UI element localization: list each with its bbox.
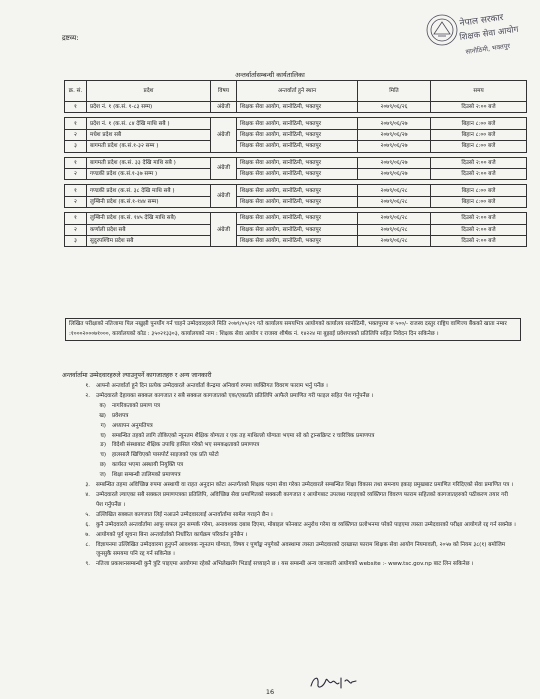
note-label: द्रष्टव्य: bbox=[62, 34, 79, 42]
header-time: समय bbox=[431, 81, 527, 102]
sub-item-text: प्रवेशपत्र bbox=[112, 412, 129, 419]
cell-time: दिउसो २:०० बजे bbox=[431, 224, 527, 235]
sub-item-text: शिक्षा सम्बन्धी तालिमको प्रमाणपत्र bbox=[112, 472, 181, 479]
sub-item-text: नागरिकताको प्रमाण पत्र bbox=[112, 402, 160, 409]
cell-sn: २ bbox=[65, 129, 87, 140]
sub-item-text: विदेशी संस्थाबाट शैक्षिक उपाधि हासिल गरेको भए समकक्षताको प्रमाणपत्र bbox=[112, 442, 260, 449]
item-number: ६. bbox=[85, 521, 90, 528]
header-venue: अन्तर्वार्ता हुने स्थान bbox=[237, 81, 358, 102]
cell-sn: १ bbox=[65, 118, 87, 129]
item-text: विज्ञापनमा उल्लिखित उम्मेदवारमा हुनुपर्ने आवश्यक न्यूनतम योग्यता, विषय र पूर्णाङ्क नपुगेको अवस्थामा त्यस्ता उम्मेदवारको दरखास्त फाराम शिक्षक सेवा आयोग नियमावली, २०५७ को नियम ३८(१) बमोजिम जुनसुकै समयमा पनि रद्द गर्न सकिनेछ । bbox=[96, 541, 506, 558]
table-row bbox=[65, 196, 527, 207]
recheck-notice-box: लिखित परीक्षाको नतिजामा पिल नखुझी पुनर्योग गर्न चाहने उम्मेदवारहरुले मिति २०७९/०५/२९ गते कार्यालय समयभित्र आयोगको कार्यालय सानोठिमी, भक्तपुरमा रु ५००/- राजस्व दस्तुर राष्ट्रिय वाणिज्य बैंकको खाता नम्बर :१०००२०००७१०००, कार्यालयको कोड : ३५०२१३३०३, कार्यालयको नाम : शिक्षक सेवा आयोग र राजस्व शीर्षक नं. १४२२४ मा बुझाई प्रवेशपत्रको प्रतिलिपि सहित निवेदन दिन सकिनेछ । bbox=[65, 318, 521, 341]
item-number: ५. bbox=[85, 511, 90, 518]
item-text: कुनै उम्मेदवारले अन्तर्वार्तामा आफू सफल हुन सम्पर्क गरेमा, अनावश्यक दबाब दिएमा, मोबाइल फोनबाट अनुरोध गरेमा वा व्यक्तिगत प्रलोभनमा परेको पाइएमा त्यस्ता उम्मेदवारको परीक्षा आयोगले रद्द गर्न सक्नेछ । bbox=[96, 521, 516, 528]
cell-subject: अंग्रेजी bbox=[211, 185, 237, 208]
item-number: १. bbox=[85, 383, 90, 389]
item-text: आफ्नो अन्तर्वार्ता हुने दिन प्रत्येक उम्मेदवारले अन्तर्वार्ता केन्द्रमा अनिवार्य रुपमा व्यक्तिगत विवरण फाराम भर्नु पर्नेछ । bbox=[96, 383, 328, 389]
table-row bbox=[65, 224, 527, 235]
list-item bbox=[64, 521, 516, 531]
cell-province: प्रदेश नं. १ (क.सं. ८४ देखि माथि सबै ) bbox=[87, 118, 211, 129]
table-row bbox=[65, 235, 527, 246]
cell-sn: १ bbox=[65, 213, 87, 224]
cell-venue: शिक्षक सेवा आयोग, सानोठिमी, भक्तपुर bbox=[237, 157, 358, 168]
cell-province: मधेश प्रदेश सबै bbox=[87, 129, 211, 140]
list-item bbox=[64, 560, 516, 570]
sub-list-item bbox=[64, 461, 516, 471]
sub-item-letter: ङ) bbox=[100, 442, 106, 449]
table-row bbox=[65, 141, 527, 152]
sub-list-item bbox=[64, 422, 516, 432]
sub-item-letter: ख) bbox=[99, 412, 106, 419]
sub-item-text: अध्यापन अनुमतिपत्र bbox=[112, 422, 153, 429]
sub-list-item bbox=[64, 471, 516, 481]
cell-date: २०७९/०६/२७ bbox=[358, 141, 431, 152]
sub-list-item bbox=[64, 441, 516, 451]
table-row bbox=[65, 185, 527, 196]
header-sn: क्र. सं. bbox=[65, 81, 87, 102]
cell-sn: १ bbox=[65, 157, 87, 168]
cell-date: २०७९/०६/२८ bbox=[358, 224, 431, 235]
cell-time: बिहान ८:०० बजे bbox=[431, 185, 527, 196]
sub-item-letter: ग) bbox=[100, 422, 106, 429]
cell-province: लुम्बिनी प्रदेश (क.सं. १४५ देखि माथि सबै) bbox=[87, 213, 211, 224]
cell-venue: शिक्षक सेवा आयोग, सानोठिमी, भक्तपुर bbox=[237, 213, 358, 224]
cell-venue: शिक्षक सेवा आयोग, सानोठिमी, भक्तपुर bbox=[237, 224, 358, 235]
cell-venue: शिक्षक सेवा आयोग, सानोठिमी, भक्तपुर bbox=[237, 102, 358, 113]
list-item bbox=[64, 541, 516, 561]
cell-date: २०७९/०६/२७ bbox=[358, 157, 431, 168]
cell-date: २०७९/०६/२६ bbox=[358, 102, 431, 113]
sub-list-item bbox=[64, 451, 516, 461]
cell-sn: ३ bbox=[65, 141, 87, 152]
cell-date: २०७९/०६/२७ bbox=[358, 168, 431, 179]
list-item bbox=[64, 531, 516, 541]
cell-time: दिउसो २:०० बजे bbox=[431, 168, 527, 179]
item-number: ४. bbox=[85, 491, 90, 498]
list-item bbox=[64, 491, 516, 511]
header-date: मिति bbox=[358, 81, 431, 102]
cell-date: २०७९/०६/२७ bbox=[358, 118, 431, 129]
cell-time: दिउसो २:०० बजे bbox=[431, 102, 527, 113]
cell-date: २०७९/०६/२८ bbox=[358, 185, 431, 196]
cell-province: सुदुरपश्चिम प्रदेश सबै bbox=[87, 235, 211, 246]
table-row bbox=[65, 213, 527, 224]
table-row bbox=[65, 129, 527, 140]
cell-sn: २ bbox=[65, 168, 87, 179]
cell-venue: शिक्षक सेवा आयोग, सानोठिमी, भक्तपुर bbox=[237, 129, 358, 140]
cell-province: गण्डकी प्रदेश (क.सं. ३८ देखि माथि सबै ) bbox=[87, 185, 211, 196]
item-text: आयोगको पूर्व सूचना बिना अन्तर्वार्ताको निर्धारित कार्यक्रम परिवर्तन हुनेछैन । bbox=[96, 531, 248, 538]
cell-subject: अंग्रेजी bbox=[211, 102, 237, 113]
instructions-heading: अन्तर्वार्तामा उम्मेदवारहरुले ल्याउनुपर्ने कागजातहरु र अन्य जानकारी bbox=[62, 372, 212, 379]
list-item bbox=[64, 392, 516, 402]
sub-list-item bbox=[64, 412, 516, 422]
cell-province: बागमती प्रदेश (क.सं. ३३ देखि माथि सबै ) bbox=[87, 157, 211, 168]
cell-province: कर्णाली प्रदेश सबै bbox=[87, 224, 211, 235]
cell-date: २०७९/०६/२७ bbox=[358, 129, 431, 140]
schedule-title: अन्तर्वार्तासम्बन्धी कार्यतालिका bbox=[235, 71, 305, 79]
sub-item-letter: छ) bbox=[99, 462, 106, 469]
seal-line-3: सानोठिमी, भक्तपुर bbox=[465, 41, 511, 56]
table-row bbox=[65, 157, 527, 168]
cell-province: गण्डकी प्रदेश (क.सं.१-३७ सम्म ) bbox=[87, 168, 211, 179]
cell-sn: २ bbox=[65, 224, 87, 235]
table-row bbox=[65, 102, 527, 113]
sub-item-letter: क) bbox=[99, 402, 106, 409]
sub-list-item bbox=[64, 402, 516, 412]
cell-time: बिहान ८:०० बजे bbox=[431, 196, 527, 207]
cell-subject: अंग्रेजी bbox=[211, 213, 237, 247]
cell-time: बिहान ८:०० बजे bbox=[431, 129, 527, 140]
table-header-row bbox=[65, 81, 527, 102]
list-item bbox=[64, 382, 516, 392]
cell-time: बिहान ८:०० बजे bbox=[431, 141, 527, 152]
sub-item-text: सम्बन्धित तहको लागि तोकिएको न्यूनतम शैक्षिक योग्यता र एक तह माथिल्लो योग्यता भएमा सो को ट्रान्सक्रिप्ट र चारित्रिक प्रमाणपत्र bbox=[112, 432, 375, 439]
header-subject: विषय bbox=[211, 81, 237, 102]
sub-item-letter: ज) bbox=[99, 472, 106, 479]
cell-venue: शिक्षक सेवा आयोग, सानोठिमी, भक्तपुर bbox=[237, 196, 358, 207]
item-text: उल्लिखित सक्कल कागजात लिई नआउने उम्मेदवारलाई अन्तर्वार्तामा सामेल गराइने छैन । bbox=[96, 511, 273, 518]
cell-sn: १ bbox=[65, 185, 87, 196]
table-row bbox=[65, 118, 527, 129]
sub-item-text: हालसालै खिचिएको पासपोर्ट साइजको एक प्रति फोटो bbox=[112, 452, 219, 459]
cell-sn: ३ bbox=[65, 235, 87, 246]
cell-time: दिउसो २:०० बजे bbox=[431, 213, 527, 224]
sub-item-text: कार्यरत भएमा अस्थायी नियुक्ति पत्र bbox=[112, 462, 184, 469]
item-text: उम्मेदवारले ल्याएका सबै सक्कल प्रमाणपत्रका प्रतिलिपि, अविच्छिन्न सेवा प्रमाणितको सक्कली कागजात र आयोगबाट उपलब्ध गराइएको व्यक्तिगत विवरण फाराम सहितको कागजातहरुको पठीकरण तयार गरी पेश गर्नुपर्नेछ । bbox=[96, 491, 508, 508]
interview-schedule-table bbox=[64, 80, 527, 247]
sub-item-letter: च) bbox=[100, 452, 106, 459]
cell-venue: शिक्षक सेवा आयोग, सानोठिमी, भक्तपुर bbox=[237, 141, 358, 152]
item-number: २. bbox=[85, 392, 90, 399]
instructions-list bbox=[64, 382, 516, 570]
cell-sn: १ bbox=[65, 102, 87, 113]
header-province: प्रदेश bbox=[87, 81, 211, 102]
cell-subject: अंग्रेजी bbox=[211, 118, 237, 152]
cell-time: दिउसो २:०० बजे bbox=[431, 157, 527, 168]
seal-line-1: नेपाल सरकार bbox=[459, 12, 505, 29]
item-number: ३. bbox=[85, 482, 90, 489]
cell-venue: शिक्षक सेवा आयोग, सानोठिमी, भक्तपुर bbox=[237, 168, 358, 179]
table-row bbox=[65, 168, 527, 179]
item-text: नतिजा प्रकाशनसम्बन्धी कुनै त्रुटि पाइएमा आयोगमा रहेको अभिलेखसँग भिडाई सच्याइने छ । यस सम्बन्धी अन्य जानकारी आयोगको website :- www.tsc.gov.np बाट लिन सकिनेछ । bbox=[96, 561, 474, 568]
cell-venue: शिक्षक सेवा आयोग, सानोठिमी, भक्तपुर bbox=[237, 185, 358, 196]
item-number: ९. bbox=[85, 561, 90, 568]
item-text: सम्बन्धित तहमा अविच्छिन्न रुपमा अस्थायी वा राहत अनुदान कोटा अन्तर्गतको शिक्षक पदमा सेवा गरेका उम्मेदवारले सम्बन्धित शिक्षा विकास तथा समन्वय इकाइ प्रमुखबाट प्रमाणित गरिदिएको सेवा प्रमाणित पत्र । bbox=[96, 482, 514, 489]
cell-venue: शिक्षक सेवा आयोग, सानोठिमी, भक्तपुर bbox=[237, 235, 358, 246]
cell-venue: शिक्षक सेवा आयोग, सानोठिमी, भक्तपुर bbox=[237, 118, 358, 129]
cell-date: २०७९/०६/२८ bbox=[358, 235, 431, 246]
seal-line-2: शिक्षक सेवा आयोग bbox=[459, 24, 520, 43]
item-text: उम्मेदवारले देहायका सक्कल कागजात र सबै सक्कल कागजातको एक/एकप्रति प्रतिलिपि आफैले प्रमाणित गरी फाइल सहित पेश गर्नुपर्नेछ । bbox=[96, 392, 374, 399]
cell-sn: २ bbox=[65, 196, 87, 207]
cell-province: बागमती प्रदेश (क.सं.१-३२ सम्म ) bbox=[87, 141, 211, 152]
page-number: 16 bbox=[265, 688, 275, 696]
sub-list-item bbox=[64, 432, 516, 442]
cell-province: लुम्बिनी प्रदेश (क.सं.१-१४४ सम्म) bbox=[87, 196, 211, 207]
list-item bbox=[64, 481, 516, 491]
cell-province: प्रदेश नं. १ (क.सं. १-८३ सम्म) bbox=[87, 102, 211, 113]
cell-time: दिउसो २:०० बजे bbox=[431, 235, 527, 246]
cell-date: २०७९/०६/२८ bbox=[358, 196, 431, 207]
cell-time: बिहान ८:०० बजे bbox=[431, 118, 527, 129]
cell-subject: अंग्रेजी bbox=[211, 157, 237, 180]
cell-date: २०७९/०६/२८ bbox=[358, 213, 431, 224]
item-number: ७. bbox=[85, 531, 90, 538]
list-item bbox=[64, 511, 516, 521]
sub-item-letter: घ) bbox=[100, 432, 106, 439]
government-seal bbox=[420, 6, 520, 74]
item-number: ८. bbox=[85, 541, 90, 548]
